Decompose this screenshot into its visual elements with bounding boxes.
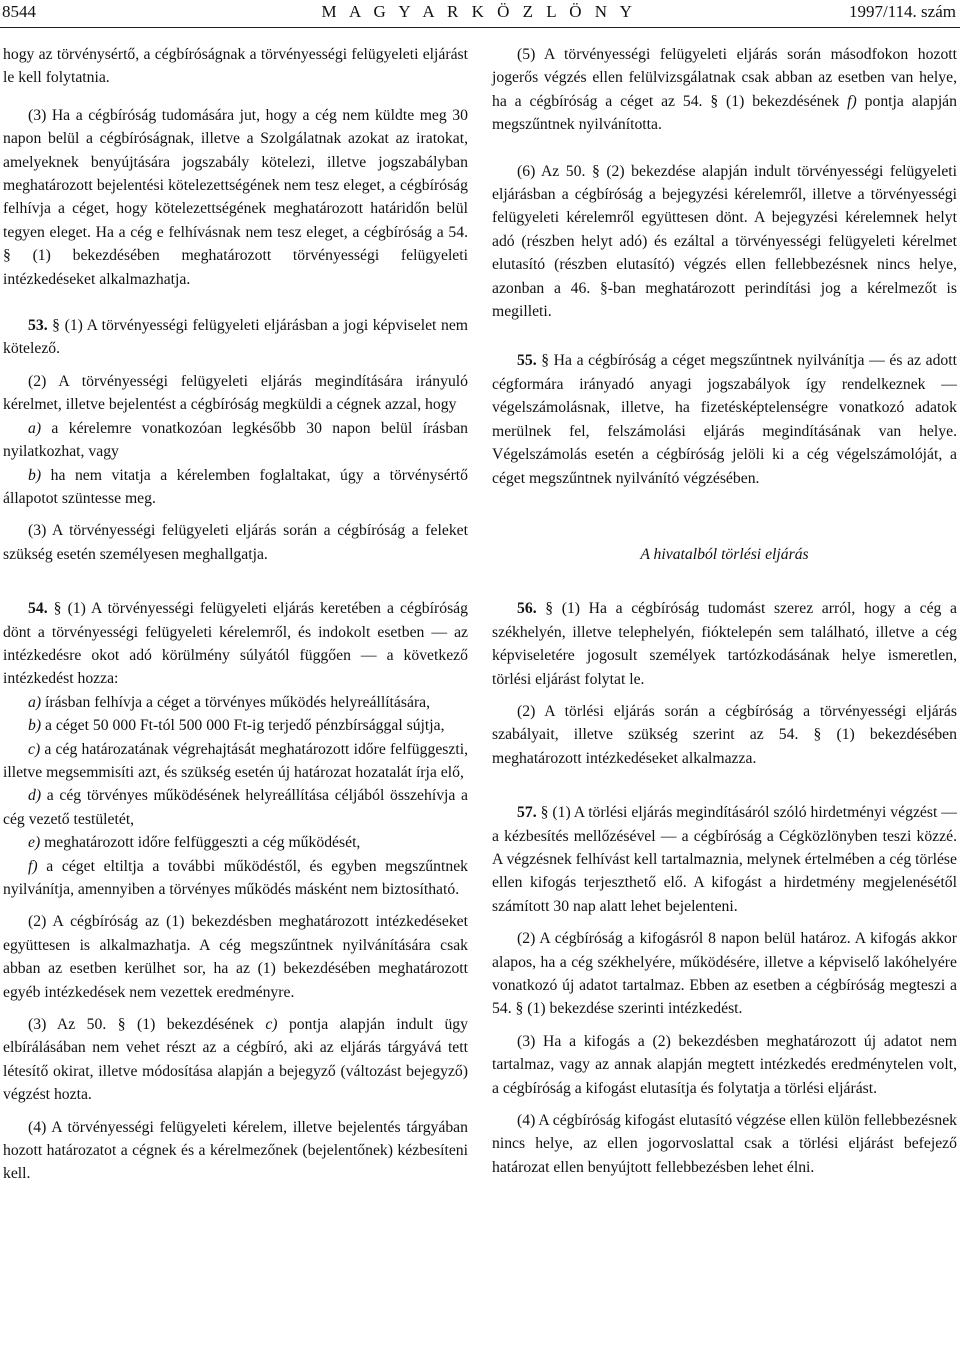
paragraph: (6) Az 50. § (2) bekezdése alapján indult törvényességi felügyeleti eljárásban a cégbíróság a bejegyzési kérelemről, illetve a törvényességi felügyeleti kérelemről együttesen dönt. A bejegyzési kérelemnek helyt adó (részben helyt adó) és ezáltal a törvényességi felügyeleti kérelmet elutasító (részben elutasító) végzés ellen fellebbezésnek nincs helye, azonban a 46. §-ban meghatározott perindítási jog a kérelmezőt is megilleti. [492, 162, 957, 321]
section-number: 54. [28, 600, 48, 618]
section-text: § (1) A törvényességi felügyeleti eljárás keretében a cégbíróság dönt a törvényességi felügyeleti kérelemről, és indokolt esetben — az intézkedésre okot adó körülmény súlyától függően — a következő intézkedést hozza: [3, 600, 468, 688]
header-rule [0, 27, 960, 28]
text-run: (5) A törvényességi felügyeleti eljárás során másodfokon hozott jogerős végzés ellen felülvizsgálatnak csak abban az esetben van helye, ha a cégbíróság a céget az 54. § (1) bekezdésének [492, 46, 957, 110]
left-column [3, 43, 468, 1186]
item-label: f) [847, 92, 857, 110]
paragraph [3, 1013, 468, 1107]
page-number: 8544 [2, 2, 36, 21]
section-number: 57. [517, 804, 537, 822]
paragraph: (3) Ha a kifogás a (2) bekezdésben meghatározott új adatot nem tartalmaz, vagy az annak alapján megtett intézkedés eredménytelen volt, a cégbíróság a kifogást elutasítja és folytatja a törlési eljárást. [492, 1032, 957, 1097]
item-label: a) [28, 693, 42, 711]
section-number: 55. [517, 352, 537, 370]
paragraph: (2) A törvényességi felügyeleti eljárás megindítására irányuló kérelmet, illetve bejelentést a cégbíróság megküldi a cégnek azzal, hogy [3, 372, 468, 414]
paragraph [492, 43, 957, 137]
list-item [3, 691, 468, 714]
item-text: a céget 50 000 Ft-tól 500 000 Ft-ig terjedő pénzbírsággal sújtja, [41, 717, 445, 735]
list-item [3, 831, 468, 854]
list-item [3, 738, 468, 785]
section-53 [3, 314, 468, 361]
item-label: e) [28, 834, 41, 852]
page-header [2, 2, 956, 24]
paragraph: hogy az törvénysértő, a cégbíróságnak a törvényességi felügyeleti eljárást le kell folytatnia. [3, 46, 468, 87]
item-label: a) [28, 419, 42, 437]
section-text: § (1) Ha a cégbíróság tudomást szerez arról, hogy a cég a székhelyén, illetve telephelyén, fióktelepén sem található, illetve a cég képviseletére jogosult személyek tartózkodásának helye ismeretlen, törlési eljárást folytat le. [492, 600, 957, 688]
list-item [3, 714, 468, 737]
section-number: 56. [517, 600, 537, 618]
item-label: c) [265, 1016, 278, 1034]
paragraph: (2) A törlési eljárás során a cégbíróság a törvényességi eljárás szabályait, illetve szükség szerint az 54. § (1) bekezdésében meghatározott intézkedéseket alkalmazza. [492, 702, 957, 767]
item-text: ha nem vitatja a kérelemben foglaltakat, úgy a törvénysértő állapotot szüntesse meg. [3, 466, 468, 507]
list-item [3, 784, 468, 831]
section-55 [492, 349, 957, 489]
list-item [3, 855, 468, 902]
paragraph: (2) A cégbíróság az (1) bekezdésben meghatározott intézkedéseket együttesen is alkalmazhatja. A cég megszűntnek nyilvánítására csak abban az esetben kerülhet sor, ha az (1) bekezdésében meghatározott egyéb intézkedések nem vezettek eredményre. [3, 913, 468, 1001]
text-run: pontja alapján megszűntnek nyilvánította. [492, 92, 957, 134]
item-text: írásban felhívja a céget a törvényes működés helyreállítására, [41, 693, 431, 711]
section-57 [492, 801, 957, 918]
journal-title: M A G Y A R K Ö Z L Ö N Y [321, 2, 637, 21]
section-56 [492, 597, 957, 691]
section-text: § (1) A törlési eljárás megindításáról szóló hirdetményi végzést — a kézbesítés mellőzésével — a cégbíróság a Cégközlönyben teszi közzé. A végzésnek felhívást kell tartalmaznia, melynek értelmében a cég törlése ellen kifogás terjeszthető elő. A kifogást a hirdetmény megjelenésétől számított 30 nap alatt lehet bejelenteni. [492, 804, 957, 915]
section-text: § Ha a cégbíróság a céget megszűntnek nyilvánítja — és az adott cégformára irányadó anyagi jogszabályok így rendelkeznek — végelszámolásnak, illetve, ha fizetésképtelenségre vonatkozó adatok merülnek fel, felszámolási eljárás megindításának van helye. Végelszámolás esetén a cégbíróság jelöli ki a cég végelszámolóját, a céget megszűntnek nyilvánító végzésében. [492, 352, 957, 487]
item-label: f) [28, 857, 38, 875]
list-item [3, 417, 468, 464]
text-run: (3) Az 50. § (1) bekezdésének [28, 1016, 266, 1034]
item-text: a cég határozatának végrehajtását meghatározott időre felfüggeszti, illetve megsemmisíti azt, és szükség esetén új határozat hozatalát írja elő, [3, 740, 468, 781]
list-item [3, 464, 468, 511]
paragraph: (4) A törvényességi felügyeleti kérelem, illetve bejelentés tárgyában hozott határozatot a cégnek és a kérelmezőnek (bejelentőnek) kézbesíteni kell. [3, 1118, 468, 1183]
paragraph: (2) A cégbíróság a kifogásról 8 napon belül határoz. A kifogás akkor alapos, ha a cég székhelyére, működésére, illetve a képviselő lakóhelyére vonatkozó új adatot tartalmaz. Ebben az esetben a cégbíróság megteszi a 54. § (1) bekezdése szerinti intézkedést. [492, 930, 957, 1018]
item-text: a cég törvényes működésének helyreállítása céljából összehívja a cég vezető testületét, [3, 787, 468, 828]
section-text: § (1) A törvényességi felügyeleti eljárásban a jogi képviselet nem kötelező. [3, 317, 468, 358]
right-column [492, 43, 957, 1179]
paragraph: (3) A törvényességi felügyeleti eljárás során a cégbíróság a feleket szükség esetén személyesen meghallgatja. [3, 522, 468, 563]
paragraph: (3) Ha a cégbíróság tudomására jut, hogy a cég nem küldte meg 30 napon belül a cégbíróságnak, illetve a Szolgálatnak azokat az iratokat, amelyeknek benyújtására jogszabály kötelezi, illetve jogszabályban meghatározott bejelentési kötelezettségének nem tesz eleget, a cégbíróság felhívja a céget, hogy kötelezettségének meghatározott határidőn belül tegyen eleget. Ha a cég e felhívásnak nem tesz eleget, a cégbíróság a 54. § (1) bekezdésében meghatározott törvényességi felügyeleti intézkedéseket alkalmazhatja. [3, 106, 468, 288]
issue-number: 1997/114. szám [848, 2, 956, 21]
item-text: a kérelemre vonatkozóan legkésőbb 30 napon belül írásban nyilatkozhat, vagy [3, 419, 468, 461]
item-label: d) [28, 787, 42, 805]
text-run: pontja alapján indult ügy elbírálásában nem vehet részt az a cégbíró, aki az eljárás tárgyává tett létesítő okirat, illetve módosítása alapján a bejegyző (változást bejegyző) végzést hozta. [3, 1016, 468, 1104]
item-label: b) [28, 466, 42, 484]
item-text: meghatározott időre felfüggeszti a cég működését, [40, 834, 361, 852]
item-text: a céget eltiltja a további működéstől, és egyben megszűntnek nyilvánítja, amennyiben a törvényes működés másként nem biztosítható. [3, 857, 468, 898]
subheading: A hivatalból törlési eljárás [640, 545, 809, 563]
section-54 [3, 597, 468, 691]
section-number: 53. [28, 317, 48, 335]
item-label: c) [28, 740, 41, 758]
item-label: b) [28, 717, 42, 735]
paragraph: (4) A cégbíróság kifogást elutasító végzése ellen külön fellebbezésnek nincs helye, az ellen jogorvoslattal csak a törlési eljárást befejező határozat ellen benyújtott fellebbezésben lehet élni. [492, 1112, 957, 1176]
